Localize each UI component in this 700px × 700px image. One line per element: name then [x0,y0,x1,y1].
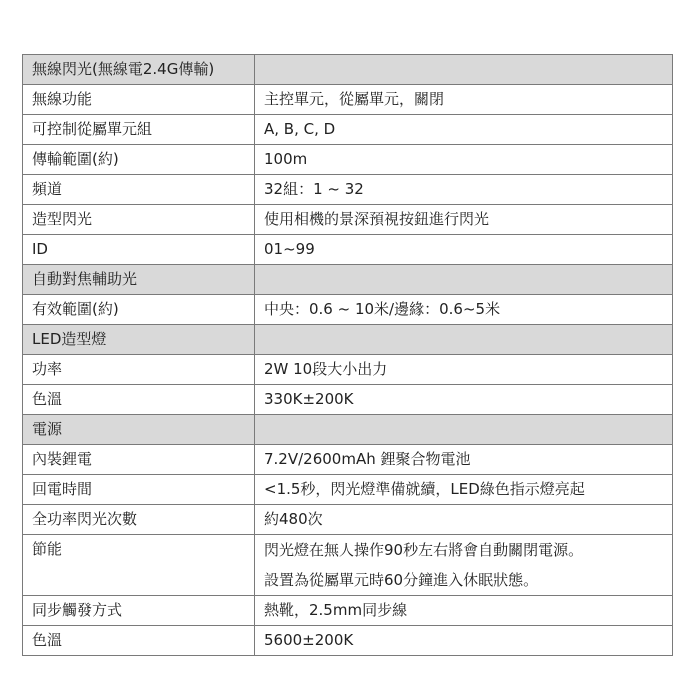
spec-value: 7.2V/2600mAh 鋰聚合物電池 [255,445,673,475]
spec-row [23,295,673,325]
spec-label: ID [23,235,255,265]
spec-row [23,626,673,656]
spec-label: 同步觸發方式 [23,596,255,626]
spec-label: 內裝鋰電 [23,445,255,475]
section-title: LED造型燈 [23,325,255,355]
section-title-blank-cell [255,265,673,295]
spec-label: 頻道 [23,175,255,205]
spec-label: 功率 [23,355,255,385]
spec-row [23,115,673,145]
spec-value: 01~99 [255,235,673,265]
spec-value-line: 設置為從屬單元時60分鐘進入休眠狀態。 [264,571,539,589]
spec-row [23,445,673,475]
spec-row [23,596,673,626]
spec-row [23,535,673,596]
spec-label: 節能 [23,535,255,596]
spec-row [23,385,673,415]
spec-label: 全功率閃光次數 [23,505,255,535]
spec-value: A, B, C, D [255,115,673,145]
spec-row [23,235,673,265]
section-title: 自動對焦輔助光 [23,265,255,295]
spec-label: 傳輸範圍(約) [23,145,255,175]
spec-value: 主控單元，從屬單元，關閉 [255,85,673,115]
section-header-row [23,265,673,295]
section-title-blank-cell [255,325,673,355]
spec-label: 可控制從屬單元組 [23,115,255,145]
spec-value: 100m [255,145,673,175]
spec-label: 有效範圍(約) [23,295,255,325]
spec-value: 熱靴，2.5mm同步線 [255,596,673,626]
section-header-row [23,325,673,355]
spec-label: 無線功能 [23,85,255,115]
spec-label: 色溫 [23,385,255,415]
spec-value-line: 閃光燈在無人操作90秒左右將會自動關閉電源。 [264,541,584,559]
section-header-row [23,55,673,85]
spec-value: 2W 10段大小出力 [255,355,673,385]
spec-label: 色溫 [23,626,255,656]
section-title-blank-cell [255,415,673,445]
section-header-row [23,415,673,445]
spec-row [23,145,673,175]
spec-value: <1.5秒，閃光燈準備就續，LED綠色指示燈亮起 [255,475,673,505]
spec-row [23,175,673,205]
spec-value: 約480次 [255,505,673,535]
spec-label: 造型閃光 [23,205,255,235]
spec-table-body [23,55,673,656]
spec-table [22,54,673,656]
spec-value: 中央：0.6 ~ 10米/邊緣：0.6~5米 [255,295,673,325]
spec-row [23,505,673,535]
spec-value [255,535,673,596]
spec-value: 330K±200K [255,385,673,415]
spec-value: 5600±200K [255,626,673,656]
spec-row [23,85,673,115]
spec-row [23,205,673,235]
spec-value: 32組：1 ~ 32 [255,175,673,205]
section-title: 無線閃光(無線電2.4G傳輸) [23,55,255,85]
spec-row [23,475,673,505]
spec-value: 使用相機的景深預視按鈕進行閃光 [255,205,673,235]
section-title-blank-cell [255,55,673,85]
section-title: 電源 [23,415,255,445]
spec-row [23,355,673,385]
spec-label: 回電時間 [23,475,255,505]
